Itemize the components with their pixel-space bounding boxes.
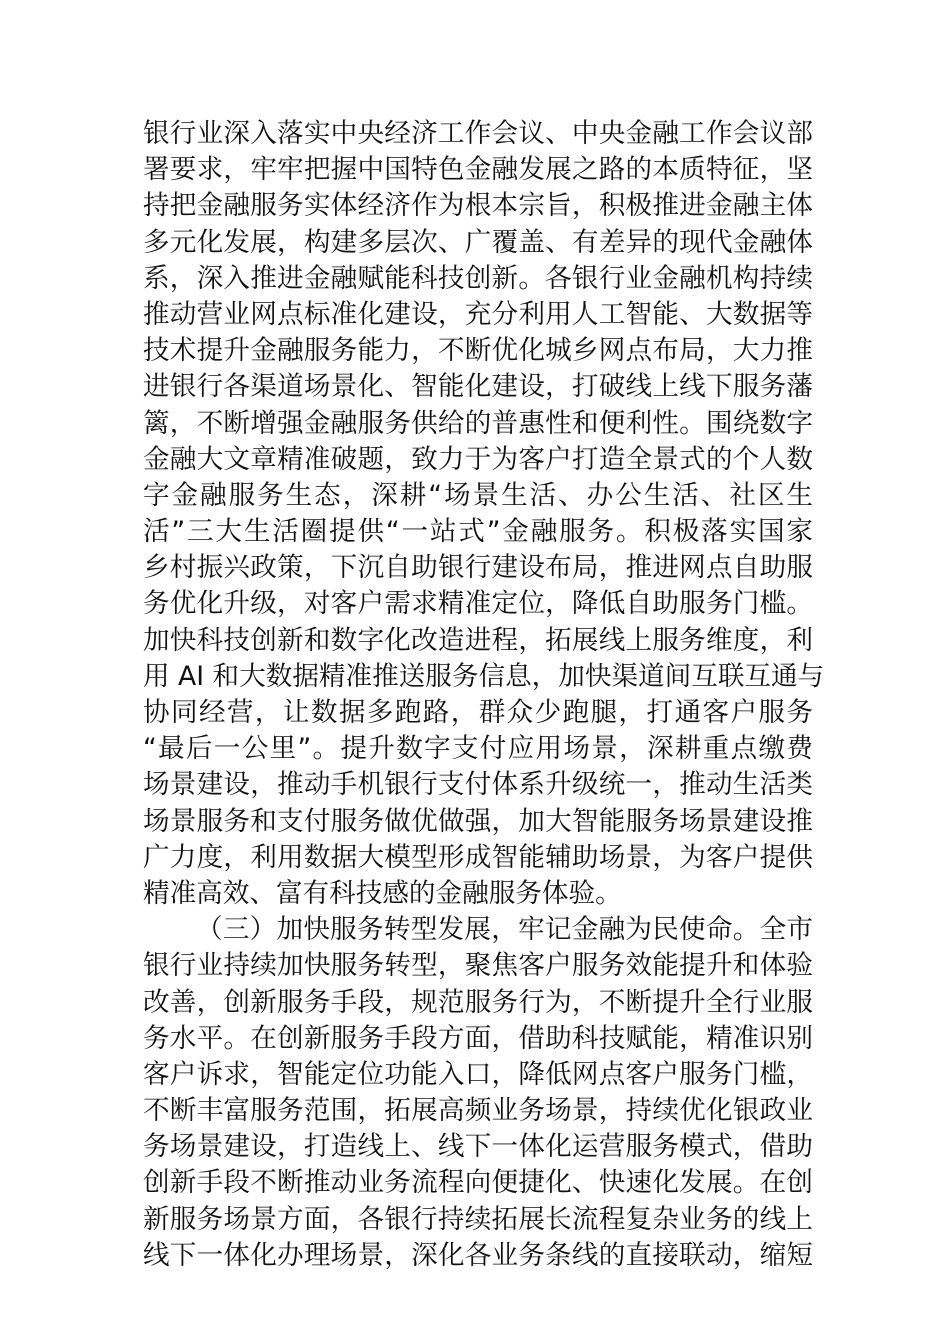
text-line: “最后一公里”。提升数字支付应用场景，深耕重点缴费 bbox=[143, 733, 813, 765]
text-line: 务优化升级，对客户需求精准定位，降低自助服务门槛。 bbox=[143, 588, 813, 620]
text-line: 字金融服务生态，深耕“场景生活、办公生活、社区生 bbox=[143, 479, 813, 511]
text-line: 篱，不断增强金融服务供给的普惠性和便利性。围绕数字 bbox=[143, 407, 813, 439]
text-line: 活”三大生活圈提供“一站式”金融服务。积极落实国家 bbox=[143, 516, 813, 548]
text-line: 银行业持续加快服务转型，聚焦客户服务效能提升和体验 bbox=[143, 950, 813, 982]
text-line: 精准高效、富有科技感的金融服务体验。 bbox=[143, 877, 622, 909]
text-line: 场景建设，推动手机银行支付体系升级统一，推动生活类 bbox=[143, 769, 813, 801]
text-line: 加快科技创新和数字化改造进程，拓展线上服务维度，利 bbox=[143, 624, 813, 656]
text-line: 务水平。在创新服务手段方面，借助科技赋能，精准识别 bbox=[143, 1022, 813, 1054]
text-line: 系，深入推进金融赋能科技创新。各银行业金融机构持续 bbox=[143, 262, 813, 294]
text-line: 线下一体化办理场景，深化各业务条线的直接联动，缩短 bbox=[143, 1239, 813, 1271]
text-line: 持把金融服务实体经济作为根本宗旨，积极推进金融主体 bbox=[143, 190, 813, 222]
text-line: 多元化发展，构建多层次、广覆盖、有差异的现代金融体 bbox=[143, 226, 813, 258]
text-line: 广力度，利用数据大模型形成智能辅助场景，为客户提供 bbox=[143, 841, 813, 873]
text-line: 技术提升金融服务能力，不断优化城乡网点布局，大力推 bbox=[143, 335, 813, 367]
text-line: 进银行各渠道场景化、智能化建设，打破线上线下服务藩 bbox=[143, 371, 813, 403]
paragraph-heading-line: （三）加快服务转型发展，牢记金融为民使命。全市 bbox=[196, 914, 813, 946]
text-line: 务场景建设，打造线上、线下一体化运营服务模式，借助 bbox=[143, 1131, 813, 1163]
text-line: 协同经营，让数据多跑路，群众少跑腿，打通客户服务 bbox=[143, 697, 813, 728]
text-line: 推动营业网点标准化建设，充分利用人工智能、大数据等 bbox=[143, 298, 813, 330]
text-line: 用 AI 和大数据精准推送服务信息，加快渠道间互联互通与 bbox=[143, 660, 825, 692]
text-line: 银行业深入落实中央经济工作会议、中央金融工作会议部 bbox=[143, 118, 813, 149]
text-line: 改善，创新服务手段，规范服务行为，不断提升全行业服 bbox=[143, 986, 813, 1018]
text-line: 创新手段不断推动业务流程向便捷化、快速化发展。在创 bbox=[143, 1167, 813, 1199]
text-line: 金融大文章精准破题，致力于为客户打造全景式的个人数 bbox=[143, 443, 813, 475]
text-line: 新服务场景方面，各银行持续拓展长流程复杂业务的线上 bbox=[143, 1203, 813, 1235]
text-line: 署要求，牢牢把握中国特色金融发展之路的本质特征，坚 bbox=[143, 154, 813, 186]
body-text bbox=[143, 116, 825, 1274]
text-line: 不断丰富服务范围，拓展高频业务场景，持续优化银政业 bbox=[143, 1095, 813, 1127]
text-line: 客户诉求，智能定位功能入口，降低网点客户服务门槛， bbox=[143, 1058, 813, 1090]
text-line: 场景服务和支付服务做优做强，加大智能服务场景建设推 bbox=[143, 805, 813, 837]
text-line: 乡村振兴政策，下沉自助银行建设布局，推进网点自助服 bbox=[143, 552, 813, 584]
